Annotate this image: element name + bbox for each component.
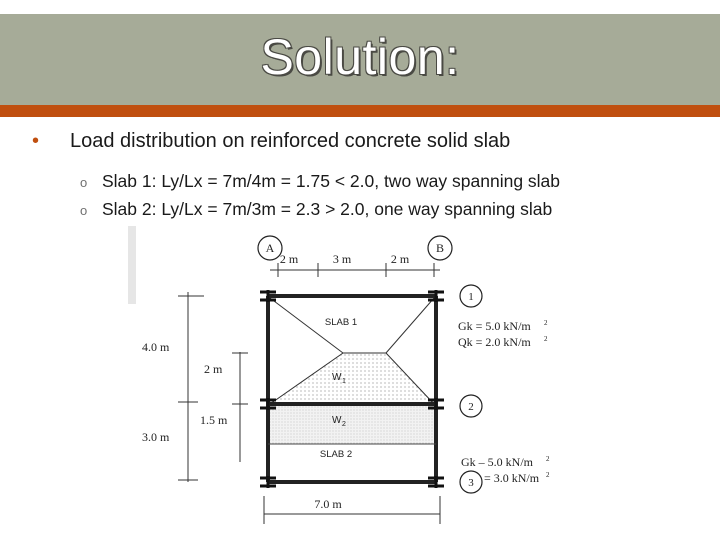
svg-text:Qk = 2.0 kN/m: Qk = 2.0 kN/m xyxy=(458,335,531,349)
main-bullet xyxy=(32,130,510,153)
svg-text:B: B xyxy=(435,241,445,255)
slab2-label: SLAB 2 xyxy=(319,449,353,460)
svg-text:3: 3 xyxy=(468,477,474,489)
slab2-strip-load-area xyxy=(268,404,436,444)
dim-7m: 7.0 m xyxy=(314,497,342,511)
dim-2m-right: 2 m xyxy=(390,252,410,266)
svg-text:1: 1 xyxy=(342,378,346,385)
dim-1-5m: 1.5 m xyxy=(200,413,228,427)
svg-text:2: 2 xyxy=(544,335,548,343)
sub-bullet-marker: o xyxy=(80,175,88,190)
scan-edge-shade xyxy=(128,226,136,304)
sub-bullet-text: Slab 1: Ly/Lx = 7m/4m = 1.75 < 2.0, two way spanning slab xyxy=(102,171,561,191)
svg-text:2: 2 xyxy=(546,471,550,479)
dim-4m: 4.0 m xyxy=(142,340,170,354)
svg-text:W: W xyxy=(332,415,342,426)
svg-text:2: 2 xyxy=(546,455,550,463)
sub-bullet-1 xyxy=(80,171,560,192)
svg-text:2: 2 xyxy=(544,319,548,327)
svg-text:1: 1 xyxy=(468,291,474,303)
sub-bullet-2 xyxy=(80,199,552,220)
main-bullet-text: Load distribution on reinforced concrete solid slab xyxy=(70,130,511,152)
sub-bullet-text: Slab 2: Ly/Lx = 7m/3m = 2.3 > 2.0, one way spanning slab xyxy=(102,199,553,219)
dim-3m: 3 m xyxy=(332,252,352,266)
svg-text:2: 2 xyxy=(342,421,346,428)
dim-2m-left: 2 m xyxy=(279,252,299,266)
svg-text:= 3.0 kN/m: = 3.0 kN/m xyxy=(484,471,540,485)
dim-2m-inner: 2 m xyxy=(204,362,223,376)
svg-text:A: A xyxy=(265,241,275,255)
slab-layout-figure xyxy=(128,226,568,531)
svg-text:2: 2 xyxy=(468,401,474,413)
bullet-icon: • xyxy=(32,130,40,152)
dim-3m-left: 3.0 m xyxy=(142,430,170,444)
slide-title: Solution: xyxy=(260,29,460,85)
title-accent-bar xyxy=(0,105,720,117)
slab1-label: SLAB 1 xyxy=(324,317,358,328)
sub-bullet-marker: o xyxy=(80,203,88,218)
svg-text:Gk – 5.0 kN/m: Gk – 5.0 kN/m xyxy=(461,455,533,469)
svg-text:Gk = 5.0 kN/m: Gk = 5.0 kN/m xyxy=(458,319,531,333)
svg-text:W: W xyxy=(332,372,342,383)
